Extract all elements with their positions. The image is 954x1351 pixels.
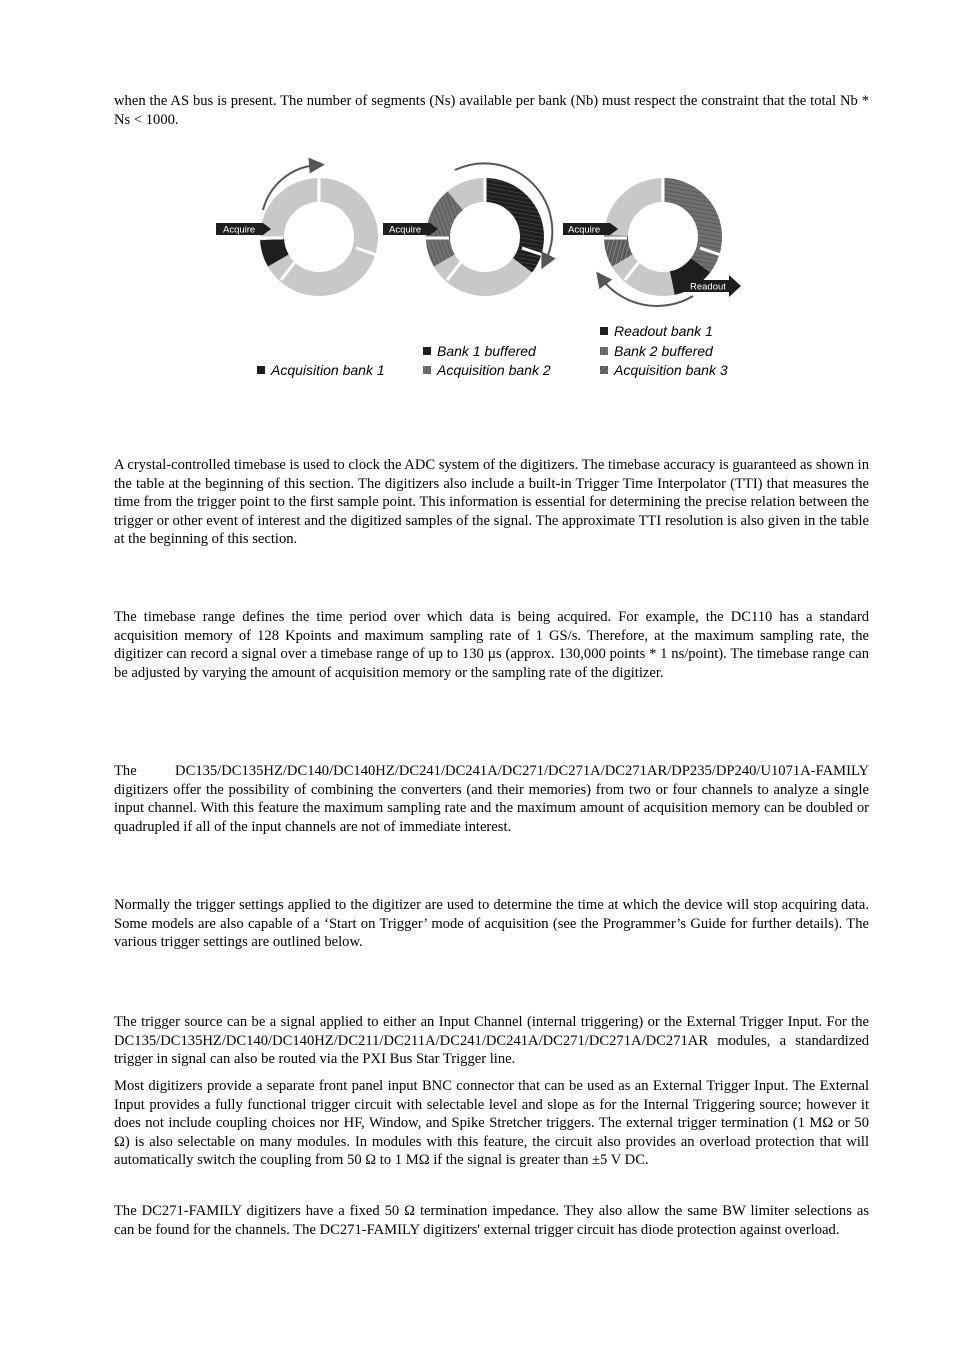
legend-stage-1: [257, 362, 385, 378]
svg-text:Bank 1 buffered: Bank 1 buffered: [437, 343, 536, 359]
paragraph-dc271-trigger: The DC271-FAMILY digitizers have a fixed 50 Ω termination impedance. They also allow the same BW limiter selections as can be found for the channels. The DC271-FAMILY digitizers' external trigger circuit has diode protection against overload.: [114, 1203, 870, 1238]
acquire-tag-1: [216, 223, 271, 236]
paragraph-timebase-range: The timebase range defines the time period over which data is being acquired. For example, the DC110 has a standard acquisition memory of 128 Kpoints and maximum sampling rate of 1 GS/s. Therefore, at the maximum sampling rate, the digitizer can record a signal over a timebase range of up to 130 µs (approx. 130,000 points * 1 ns/point). The timebase range can be adjusted by varying the amount of acquisition memory or the sampling rate of the digitizer.: [114, 609, 869, 681]
svg-text:Bank 2 buffered: Bank 2 buffered: [614, 343, 713, 359]
svg-text:Acquisition bank 3: Acquisition bank 3: [614, 362, 728, 378]
svg-text:Acquisition bank 2: Acquisition bank 2: [437, 362, 551, 378]
svg-text:Acquire: Acquire: [223, 224, 256, 236]
svg-text:Readout: Readout: [690, 281, 726, 293]
paragraph-segments: when the AS bus is present. The number of segments (Ns) available per bank (Nb) must respect the constraint that the total Nb * Ns < 1000.: [114, 93, 869, 128]
svg-text:Acquisition bank 1: Acquisition bank 1: [271, 362, 385, 378]
acquire-tag-2: [383, 223, 438, 236]
svg-text:Acquire: Acquire: [568, 224, 601, 236]
acquire-tag-3: [563, 223, 618, 236]
memory-bank-diagram: [205, 150, 765, 390]
ring-acquisition-bank-2: [421, 163, 552, 301]
paragraph-trigger-overview: Normally the trigger settings applied to the digitizer are used to determine the time at which the device will stop acquiring data. Some models are also capable of a ‘Start on Trigger’ mode of acquisition (see the Programmer’s Guide for further details). The various trigger settings are outlined below.: [114, 897, 869, 951]
svg-text:Acquire: Acquire: [389, 224, 422, 236]
svg-text:Readout bank 1: Readout bank 1: [614, 323, 713, 339]
paragraph-timebase-clock: A crystal-controlled timebase is used to clock the ADC system of the digitizers. The timebase accuracy is guaranteed as shown in the table at the beginning of this section. The digitizers also include a built-in Trigger Time Interpolator (TTI) that measures the time from the trigger point to the first sample point. This information is essential for determining the precise relation between the trigger or other event of interest and the digitized samples of the signal. The approximate TTI resolution is also given in the table at the beginning of this section.: [114, 457, 869, 548]
paragraph-external-trigger: Most digitizers provide a separate front panel input BNC connector that can be used as an External Trigger Input. The External Input provides a fully functional trigger circuit with selectable level and slope as for the Internal Triggering source; however it does not include coupling choices nor HF, Window, and Spike Stretcher triggers. The external trigger termination (1 MΩ or 50 Ω) is also selectable on many modules. In modules with this feature, the circuit also provides an overload protection that will automatically switch the coupling from 50 Ω to 1 MΩ if the signal is greater than ±5 V DC.: [114, 1078, 869, 1169]
legend-stage-2: [423, 343, 551, 378]
ring-acquisition-bank-1: [255, 165, 383, 301]
legend-stage-3: [600, 323, 728, 378]
paragraph-channel-combination: The DC135/DC135HZ/DC140/DC140HZ/DC241/DC241A/DC271/DC271A/DC271AR/DP235/DP240/U1071A-FAMILY digitizers offer the possibility of combining the converters (and their memories) from two or four channels to analyze a single input channel. With this feature the maximum sampling rate and the maximum amount of acquisition memory can be doubled or quadrupled if all of the input channels are not of immediate interest.: [114, 763, 869, 835]
paragraph-trigger-source: The trigger source can be a signal applied to either an Input Channel (internal triggering) or the External Trigger Input. For the DC135/DC135HZ/DC140/DC140HZ/DC211/DC211A/DC241/DC241A/DC271/DC271A/DC271AR modules, a standardized trigger in signal can also be routed via the PXI Bus Star Trigger line.: [114, 1014, 869, 1068]
